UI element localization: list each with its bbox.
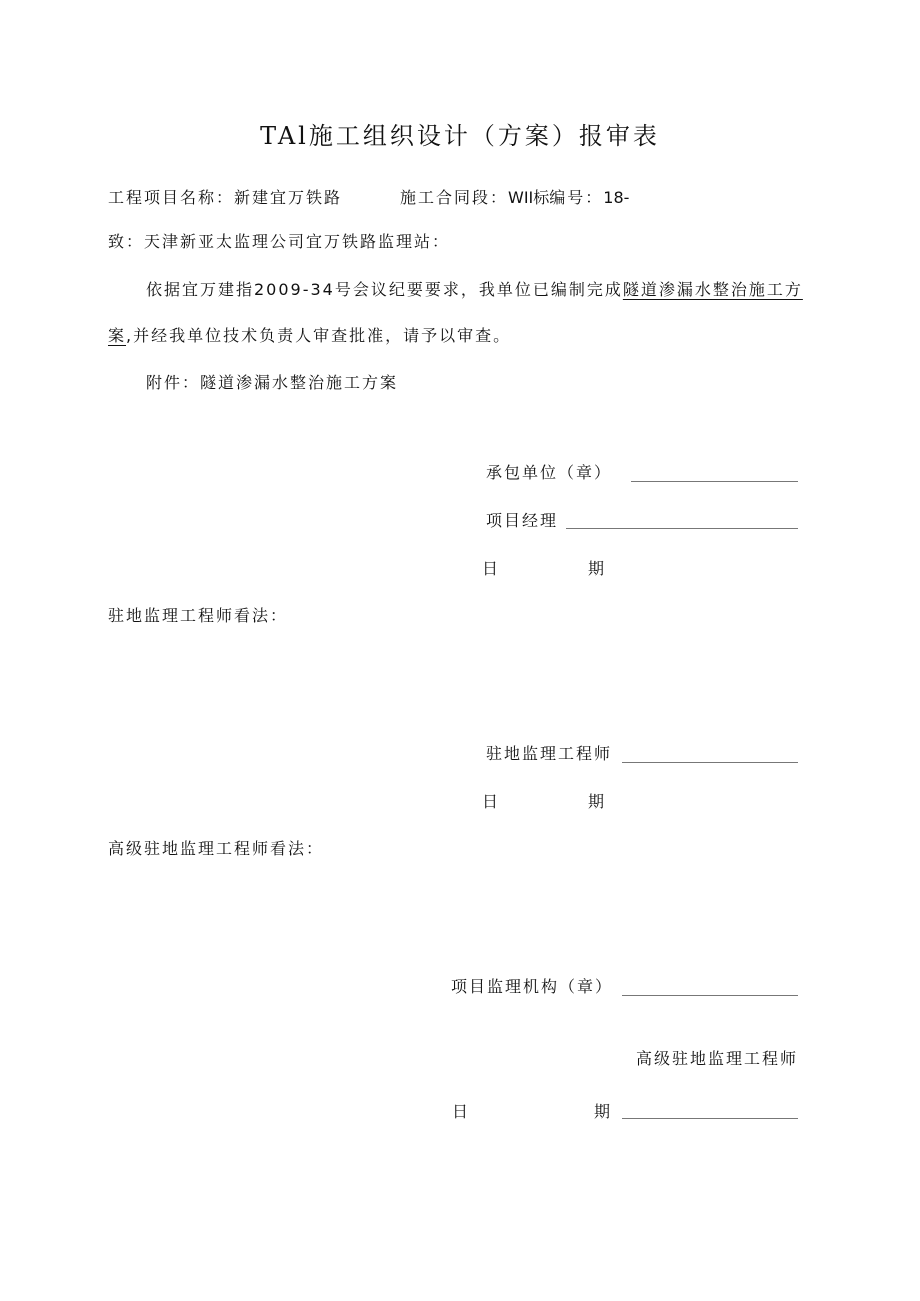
contractor-date-char2: 期 — [588, 559, 607, 578]
resident-engineer-sign-label: 驻地监理工程师 — [486, 744, 613, 763]
page-title: TAl施工组织设计（方案）报审表 — [260, 122, 660, 150]
attachment: 附件：隧道渗漏水整治施工方案 — [146, 373, 399, 392]
resident-date-char1: 日 — [482, 792, 501, 811]
senior-date-line[interactable] — [622, 1118, 798, 1119]
senior-engineer-sign-label: 高级驻地监理工程师 — [635, 1049, 798, 1068]
body-paragraph-line2 — [108, 326, 511, 346]
contractor-unit-signature-line[interactable] — [631, 481, 798, 482]
plan-name-underlined-a: 隧道渗漏水整治施工方 — [622, 280, 803, 299]
body-paragraph-line1 — [146, 280, 803, 300]
body-text-part1: 依据宜万建指2009-34号会议纪要要求，我单位已编制完成 — [146, 280, 623, 299]
senior-date-char2: 期 — [594, 1102, 613, 1121]
number-value: 18- — [603, 188, 630, 207]
supervision-org-label: 项目监理机构（章） — [451, 977, 614, 996]
supervision-org-signature-line[interactable] — [622, 995, 798, 996]
resident-engineer-opinion-label: 驻地监理工程师看法： — [108, 606, 289, 625]
senior-engineer-opinion-label: 高级驻地监理工程师看法： — [108, 839, 325, 858]
plan-name-underlined-b: 案 — [108, 326, 127, 345]
contractor-date-char1: 日 — [482, 559, 501, 578]
resident-date-char2: 期 — [588, 792, 607, 811]
section-value: WII标 — [508, 188, 550, 207]
project-manager-label: 项目经理 — [486, 511, 559, 530]
contract-section-field — [400, 188, 629, 208]
recipient: 致：天津新亚太监理公司宜万铁路监理站： — [108, 232, 451, 251]
number-label: 编号： — [549, 188, 604, 207]
resident-engineer-signature-line[interactable] — [622, 762, 798, 763]
senior-date-char1: 日 — [452, 1102, 471, 1121]
body-text-part2: ,并经我单位技术负责人审查批准，请予以审查。 — [126, 326, 512, 345]
project-name: 新建宜万铁路 — [234, 188, 343, 207]
section-label: 施工合同段： — [400, 188, 509, 207]
project-manager-signature-line[interactable] — [566, 528, 798, 529]
project-name-field — [108, 188, 342, 208]
contractor-unit-label: 承包单位（章） — [486, 463, 613, 482]
project-label: 工程项目名称： — [108, 188, 235, 207]
